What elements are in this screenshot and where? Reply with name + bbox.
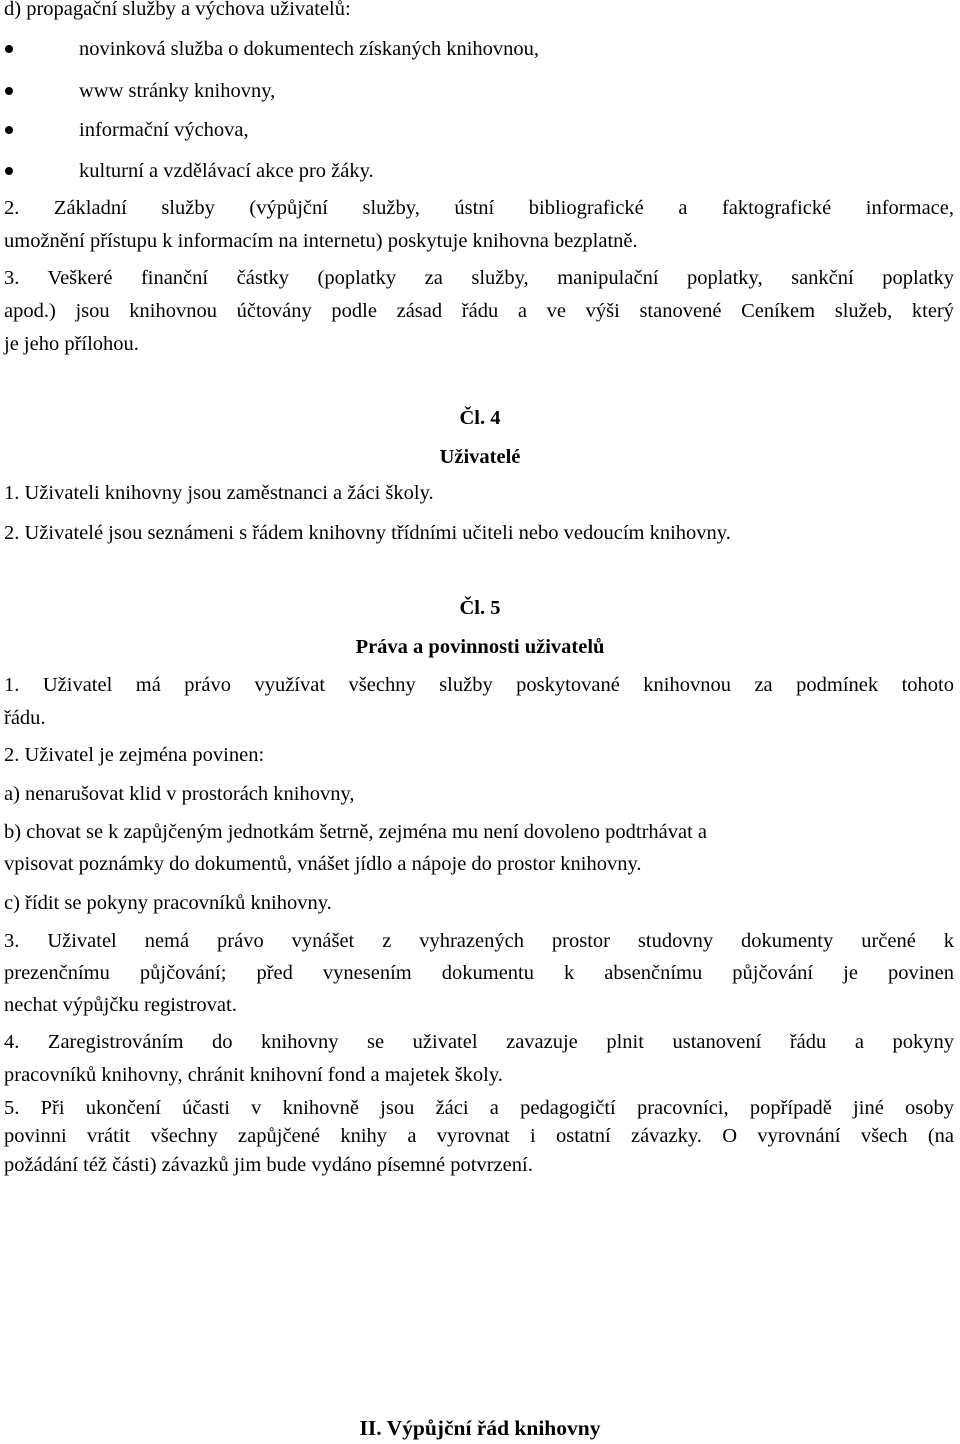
article-5-p3-line-1: 3. Uživatel nemá právo vynášet z vyhrazených prostor studovny dokumenty určené k [4,930,954,952]
article-5-p4-line-2: pracovníků knihovny, chránit knihovní fond a majetek školy. [4,1064,503,1086]
article-4-item-1: 1. Uživateli knihovny jsou zaměstnanci a žáci školy. [4,482,434,504]
bullet-text: www stránky knihovny, [79,80,276,102]
article-5-p5-line-3: požádání též části) závazků jim bude vydáno písemné potvrzení. [4,1154,533,1176]
article-5-number: Čl. 5 [459,597,501,619]
section-d-heading: d) propagační služby a výchova uživatelů: [4,0,351,20]
section-ii-heading: II. Výpůjční řád knihovny [359,1416,601,1440]
article-5-p1-line-1: 1. Uživatel má právo využívat všechny služby poskytované knihovnou za podmínek tohoto [4,674,954,696]
article-5-p4-line-1: 4. Zaregistrováním do knihovny se uživatel zavazuje plnit ustanovení řádu a pokyny [4,1031,954,1053]
article-5-p3-line-2: prezenčnímu půjčování; před vynesením dokumentu k absenčnímu půjčování je povinen [4,962,954,984]
paragraph-2-line-1: 2. Základní služby (výpůjční služby, ústní bibliografické a faktografické informace, [4,197,954,219]
bullet-text: informační výchova, [79,119,249,141]
article-5-p3-line-3: nechat výpůjčku registrovat. [4,994,237,1016]
bullet-icon [5,167,13,175]
article-5-p5-line-1: 5. Při ukončení účasti v knihovně jsou žáci a pedagogičtí pracovníci, popřípadě jiné osoby [4,1097,954,1119]
bullet-text: novinková služba o dokumentech získaných knihovnou, [79,38,540,60]
article-4-number: Čl. 4 [459,407,501,429]
paragraph-3-line-2: apod.) jsou knihovnou účtovány podle zásad řádu a ve výši stanovené Ceníkem služeb, který [4,300,954,322]
bullet-icon [5,126,13,134]
article-5-item-b-line-1: b) chovat se k zapůjčeným jednotkám šetrně, zejména mu není dovoleno podtrhávat a [4,821,708,843]
article-5-item-a: a) nenarušovat klid v prostorách knihovny, [4,783,355,805]
bullet-icon [5,45,13,53]
article-5-title: Práva a povinnosti uživatelů [355,636,605,658]
article-4-item-2: 2. Uživatelé jsou seznámeni s řádem knihovny třídními učiteli nebo vedoucím knihovny. [4,522,731,544]
paragraph-2-line-2: umožnění přístupu k informacím na internetu) poskytuje knihovna bezplatně. [4,230,638,252]
article-5-p1-line-2: řádu. [4,707,46,729]
bullet-text: kulturní a vzdělávací akce pro žáky. [79,160,374,182]
paragraph-3-line-1: 3. Veškeré finanční částky (poplatky za služby, manipulační poplatky, sankční poplatky [4,267,954,289]
article-5-p2: 2. Uživatel je zejména povinen: [4,744,265,766]
article-4-title: Uživatelé [439,446,521,468]
article-5-p5-line-2: povinni vrátit všechny zapůjčené knihy a vyrovnat i ostatní závazky. O vyrovnání všech (na [4,1125,954,1147]
article-5-item-b-line-2: vpisovat poznámky do dokumentů, vnášet jídlo a nápoje do prostor knihovny. [4,853,642,875]
article-5-item-c: c) řídit se pokyny pracovníků knihovny. [4,892,332,914]
bullet-icon [5,87,13,95]
paragraph-3-line-3: je jeho přílohou. [4,333,139,355]
